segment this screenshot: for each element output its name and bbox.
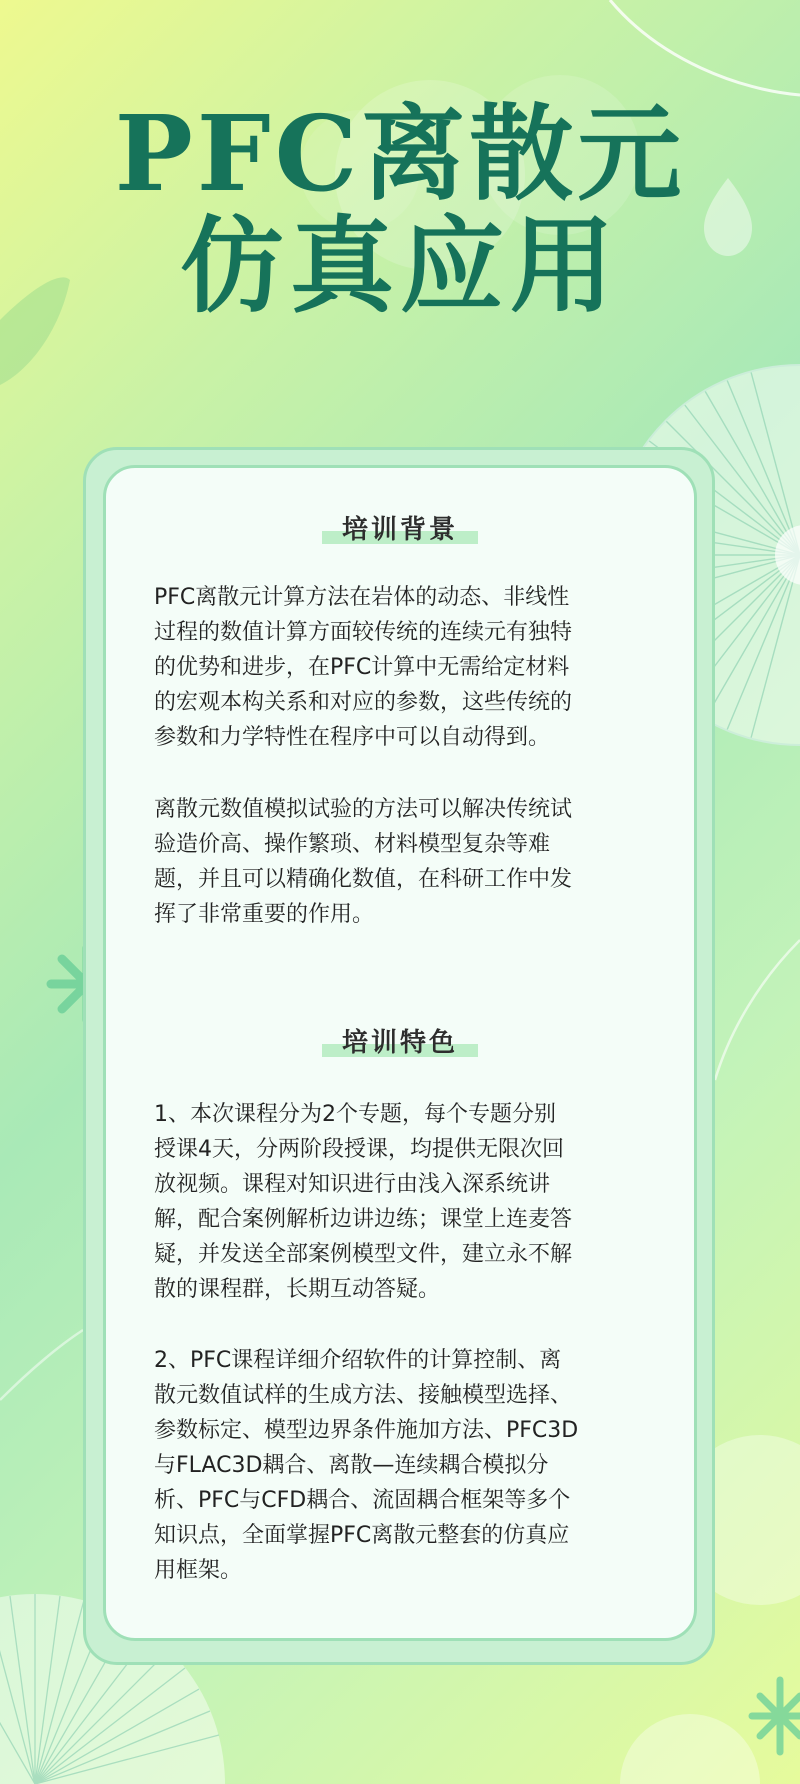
section-heading-background bbox=[0, 513, 800, 547]
title-line-2: 仿真应用 bbox=[179, 204, 620, 327]
section-heading-features bbox=[0, 1026, 800, 1060]
page-title bbox=[0, 92, 800, 327]
features-paragraph-1: 1、本次课程分为2个专题，每个专题分别 授课4天，分两阶段授课，均提供无限次回 放视频。课程对知识进行由浅入深系统讲 解，配合案例解析边讲边练；课堂上连麦答 疑，并发送全部案例模型文件，建立永不解 散的课程群，长期互动答疑。 bbox=[154, 1102, 573, 1302]
section-title-features: 培训特色 bbox=[322, 1026, 478, 1060]
title-line-1: PFC离散元 bbox=[114, 92, 686, 215]
asterisk-icon bbox=[752, 1680, 800, 1752]
background-paragraph-1: PFC离散元计算方法在岩体的动态、非线性 过程的数值计算方面较传统的连续元有独特 的优势和进步，在PFC计算中无需给定材料 的宏观本构关系和对应的参数，这些传统的 参数和力学特性在程序中可以自动得到。 bbox=[154, 585, 573, 750]
background-paragraph-2: 离散元数值模拟试验的方法可以解决传统试 验造价高、操作繁琐、材料模型复杂等难 题，并且可以精确化数值，在科研工作中发 挥了非常重要的作用。 bbox=[154, 797, 573, 927]
features-paragraph-2: 2、PFC课程详细介绍软件的计算控制、离 散元数值试样的生成方法、接触模型选择、 参数标定、模型边界条件施加方法、PFC3D 与FLAC3D耦合、离散—连续耦合模拟分 析、PFC与CFD耦合、流固耦合框架等多个 知识点，全面掌握PFC离散元整套的仿真应 用框架。 bbox=[154, 1348, 579, 1583]
section-title-background: 培训背景 bbox=[322, 513, 478, 547]
